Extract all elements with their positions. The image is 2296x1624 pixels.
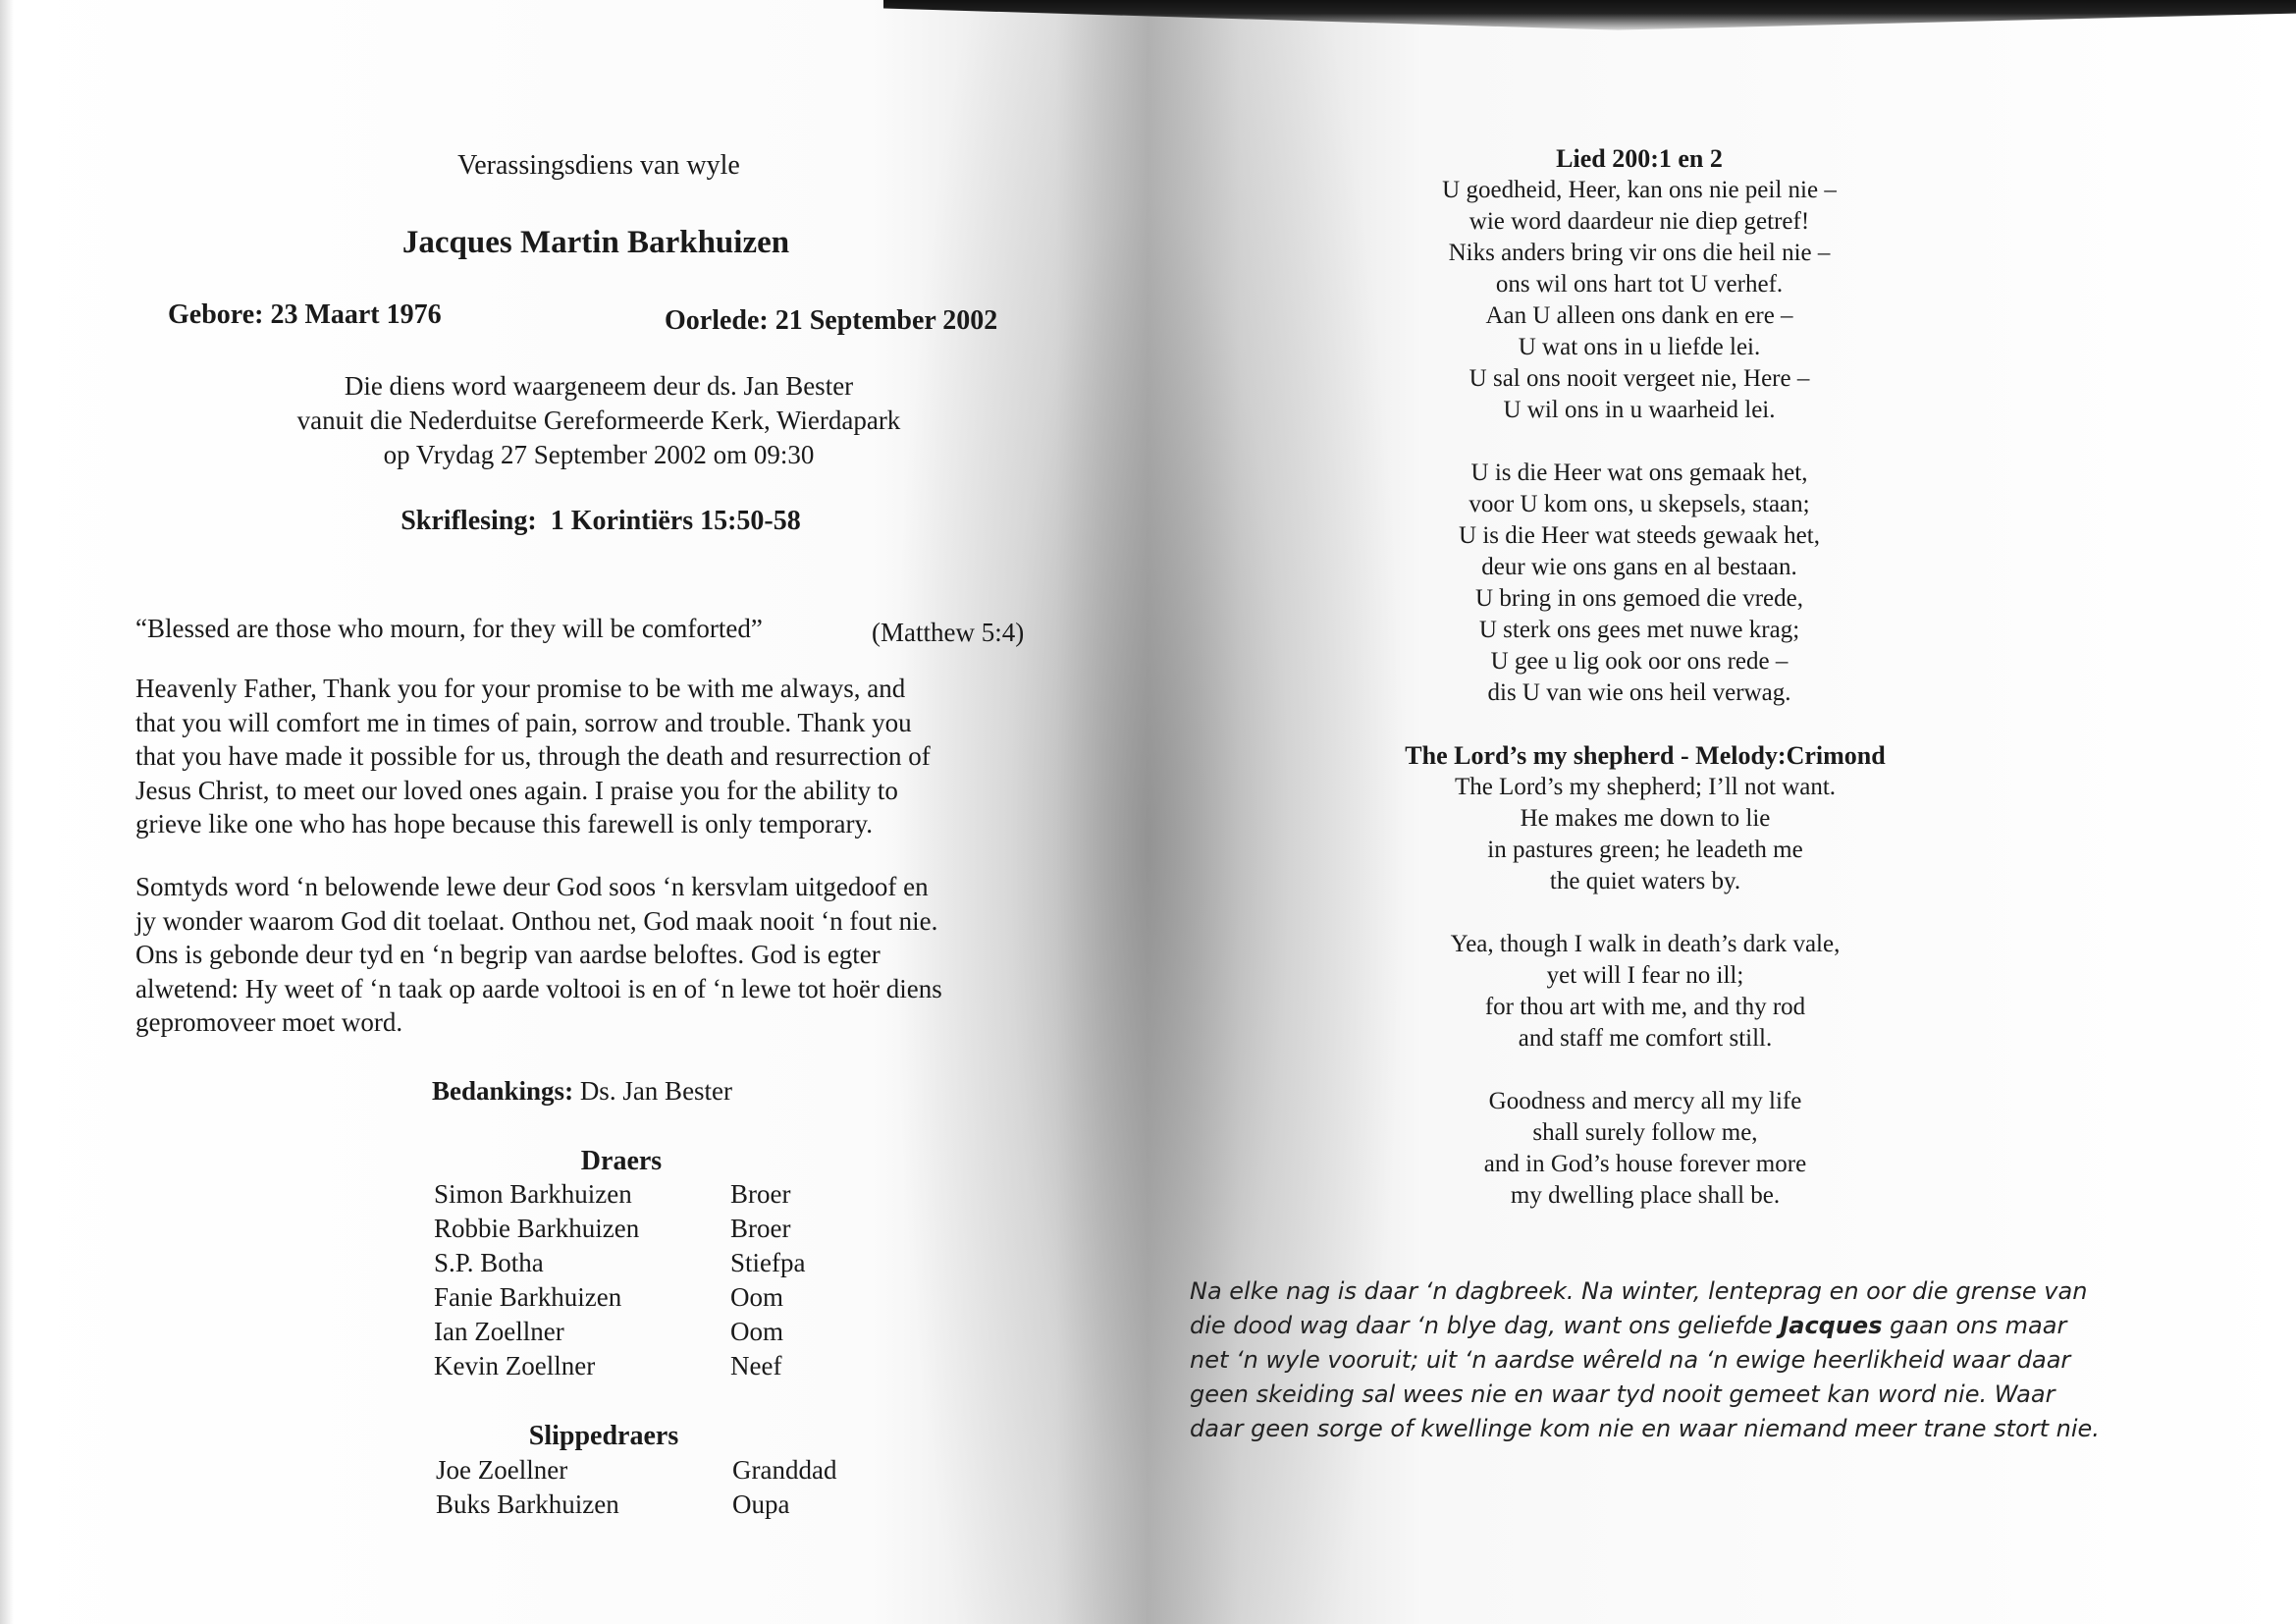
closing-line bbox=[1190, 1309, 2171, 1343]
honorary-pallbearers-title: Slippedraers bbox=[528, 1421, 679, 1451]
paragraph-line: jy wonder waarom God dit toelaat. Onthou net, God maak nooit ‘n fout nie. bbox=[135, 905, 938, 936]
hymn-line: Goodness and mercy all my life bbox=[1488, 1088, 1802, 1114]
closing-line: Na elke nag is daar ‘n dagbreek. Na winter, lenteprag en oor die grense van bbox=[1190, 1277, 2088, 1305]
hymn-line: deur wie ons gans en al bestaan. bbox=[1481, 554, 1797, 580]
pallbearer-relation: Oom bbox=[730, 1317, 783, 1346]
prayer-line: grieve like one who has hope because this farewell is only temporary. bbox=[135, 809, 874, 839]
hymn-line: the quiet waters by. bbox=[1549, 868, 1741, 894]
hymn-line: for thou art with me, and thy rod bbox=[1484, 994, 1806, 1020]
hymn-200 bbox=[1442, 143, 1837, 709]
hymn-line: Aan U alleen ons dank en ere – bbox=[1485, 302, 1793, 329]
service-line-3: op Vrydag 27 September 2002 om 09:30 bbox=[383, 440, 815, 469]
honorary-name: Buks Barkhuizen bbox=[436, 1489, 619, 1519]
service-heading: Verassingsdiens van wyle bbox=[457, 150, 740, 181]
closing-text: die dood wag daar ‘n blye dag, want ons geliefde bbox=[1190, 1312, 1781, 1339]
deceased-name: Jacques Martin Barkhuizen bbox=[401, 225, 790, 260]
paragraph-line: alwetend: Hy weet of ‘n taak op aarde voltooi is en of ‘n lewe tot hoër diens bbox=[135, 973, 942, 1003]
quote: “Blessed are those who mourn, for they will be comforted” bbox=[135, 614, 763, 643]
hymn-line: and in God’s house forever more bbox=[1483, 1151, 1807, 1177]
acknowledgements bbox=[432, 1074, 732, 1108]
pallbearer-name: Robbie Barkhuizen bbox=[434, 1214, 640, 1243]
pallbearer-relation: Broer bbox=[730, 1214, 791, 1243]
hymn-line: yet will I fear no ill; bbox=[1546, 962, 1744, 989]
hymn-line: shall surely follow me, bbox=[1532, 1119, 1758, 1146]
hymn-title: Lied 200:1 en 2 bbox=[1556, 144, 1723, 173]
scan-shadow bbox=[883, 0, 2296, 33]
quote-reference: (Matthew 5:4) bbox=[872, 618, 1025, 647]
hymn-line: my dwelling place shall be. bbox=[1510, 1182, 1781, 1209]
hymn-line: and staff me comfort still. bbox=[1518, 1025, 1773, 1052]
pallbearer-name: Ian Zoellner bbox=[434, 1317, 564, 1346]
table-row bbox=[434, 1246, 805, 1280]
hymn-line: U wat ons in u liefde lei. bbox=[1518, 334, 1761, 360]
pallbearer-name: S.P. Botha bbox=[434, 1248, 544, 1277]
death-date: Oorlede: 21 September 2002 bbox=[665, 305, 998, 336]
scripture-reading: Skriflesing: 1 Korintiërs 15:50-58 bbox=[400, 506, 801, 536]
hymn-line: U is die Heer wat ons gemaak het, bbox=[1470, 460, 1808, 486]
closing-text: gaan ons maar bbox=[1882, 1312, 2067, 1339]
honorary-relation: Oupa bbox=[732, 1489, 790, 1519]
hymn-line: U gee u lig ook oor ons rede – bbox=[1490, 648, 1789, 675]
hymn-line: U goedheid, Heer, kan ons nie peil nie – bbox=[1442, 177, 1837, 203]
honorary-pallbearers-table bbox=[436, 1453, 836, 1522]
closing-name: Jacques bbox=[1780, 1312, 1883, 1339]
honorary-name: Joe Zoellner bbox=[436, 1455, 568, 1485]
prayer-line: Jesus Christ, to meet our loved ones again. I praise you for the ability to bbox=[135, 775, 898, 805]
verse-gap bbox=[1405, 1055, 1885, 1086]
hymn-title: The Lord’s my shepherd - Melody:Crimond bbox=[1405, 741, 1886, 770]
pallbearer-name: Kevin Zoellner bbox=[434, 1351, 596, 1380]
hymn-line: U sal ons nooit vergeet nie, Here – bbox=[1468, 365, 1810, 392]
hymn-line: U sterk ons gees met nuwe krag; bbox=[1478, 617, 1800, 643]
paragraph-line: gepromoveer moet word. bbox=[135, 1007, 403, 1037]
hymn-line: ons wil ons hart tot U verhef. bbox=[1495, 271, 1784, 298]
table-row bbox=[434, 1315, 805, 1349]
table-row bbox=[434, 1280, 805, 1315]
prayer-line: Heavenly Father, Thank you for your promise to be with me always, and bbox=[135, 674, 906, 703]
prayer-line: that you have made it possible for us, through the death and resurrection of bbox=[135, 741, 931, 771]
pallbearer-relation: Stiefpa bbox=[730, 1248, 806, 1277]
pallbearers-table bbox=[434, 1177, 805, 1383]
hymn-lords-shepherd bbox=[1405, 740, 1885, 1212]
table-row bbox=[436, 1453, 836, 1488]
paragraph-line: Somtyds word ‘n belowende lewe deur God soos ‘n kersvlam uitgedoof en bbox=[135, 872, 929, 901]
hymn-line: U bring in ons gemoed die vrede, bbox=[1475, 585, 1803, 612]
hymn-line: The Lord’s my shepherd; I’ll not want. bbox=[1454, 774, 1837, 800]
table-row bbox=[434, 1177, 805, 1212]
hymn-line: Niks anders bring vir ons die heil nie – bbox=[1448, 240, 1831, 266]
hymn-line: U is die Heer wat steeds gewaak het, bbox=[1459, 522, 1820, 549]
pallbearer-relation: Oom bbox=[730, 1282, 783, 1312]
service-line-2: vanuit die Nederduitse Gereformeerde Kerk, Wierdapark bbox=[296, 406, 901, 435]
service-line-1: Die diens word waargeneem deur ds. Jan Bester bbox=[344, 371, 854, 401]
page-edge bbox=[0, 0, 14, 1624]
hymn-line: dis U van wie ons heil verwag. bbox=[1487, 679, 1791, 706]
prayer-line: that you will comfort me in times of pain, sorrow and trouble. Thank you bbox=[135, 707, 912, 737]
closing-line: net ‘n wyle vooruit; uit ‘n aardse wêreld na ‘n ewige heerlikheid waar daar bbox=[1190, 1346, 2071, 1374]
honorary-relation: Granddad bbox=[732, 1455, 837, 1485]
pallbearer-name: Simon Barkhuizen bbox=[434, 1179, 632, 1209]
pallbearer-name: Fanie Barkhuizen bbox=[434, 1282, 622, 1312]
hymn-line: U wil ons in u waarheid lei. bbox=[1503, 397, 1776, 423]
hymn-line: wie word daardeur nie diep getref! bbox=[1468, 208, 1810, 235]
acknowledgements-label: Bedankings: bbox=[432, 1076, 574, 1106]
table-row bbox=[434, 1212, 805, 1246]
pallbearers-title: Draers bbox=[580, 1146, 663, 1176]
closing-line: daar geen sorge of kwellinge kom nie en waar niemand meer trane stort nie. bbox=[1190, 1415, 2100, 1442]
hymn-line: in pastures green; he leadeth me bbox=[1487, 837, 1803, 863]
hymn-line: voor U kom ons, u skepsels, staan; bbox=[1468, 491, 1810, 517]
paragraph-line: Ons is gebonde deur tyd en ‘n begrip van aardse beloftes. God is egter bbox=[135, 940, 881, 969]
hymn-line: He makes me down to lie bbox=[1520, 805, 1771, 832]
afrikaans-paragraph bbox=[135, 870, 1068, 1040]
table-row bbox=[434, 1349, 805, 1383]
verse-gap bbox=[1442, 426, 1837, 458]
verse-gap bbox=[1405, 897, 1885, 929]
birth-date: Gebore: 23 Maart 1976 bbox=[168, 299, 442, 330]
closing-line: geen skeiding sal wees nie en waar tyd nooit gemeet kan word nie. Waar bbox=[1190, 1380, 2056, 1408]
pallbearer-relation: Broer bbox=[730, 1179, 791, 1209]
acknowledgements-name: Ds. Jan Bester bbox=[573, 1076, 733, 1106]
pallbearer-relation: Neef bbox=[730, 1351, 782, 1380]
table-row bbox=[436, 1488, 836, 1522]
closing-paragraph bbox=[1190, 1274, 2171, 1446]
hymn-line: Yea, though I walk in death’s dark vale, bbox=[1450, 931, 1841, 957]
prayer-paragraph bbox=[135, 672, 1068, 841]
